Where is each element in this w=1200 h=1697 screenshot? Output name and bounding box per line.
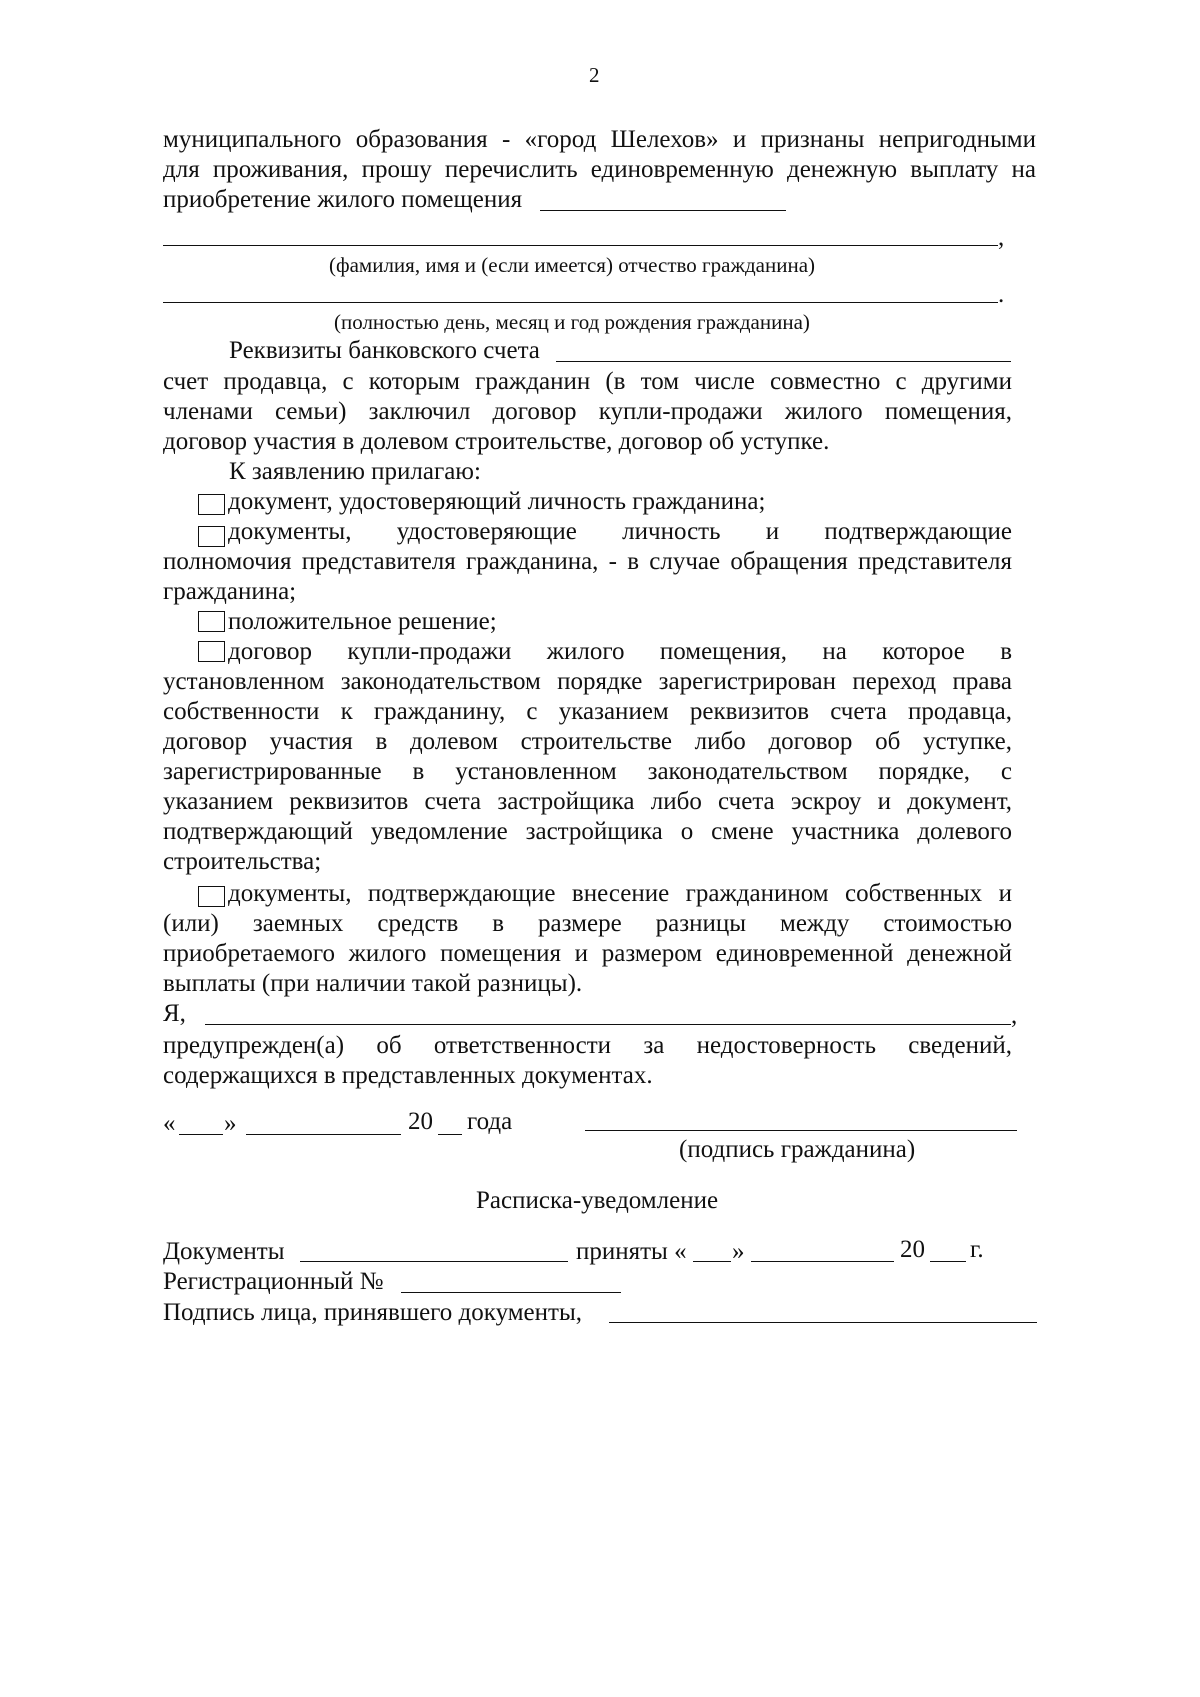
receipt-title: Расписка-уведомление <box>476 1187 719 1214</box>
recipient-blank-line[interactable] <box>540 210 786 211</box>
year-prefix: 20 <box>408 1108 433 1135</box>
page-number: 2 <box>589 63 600 87</box>
receipt-year-blank-line[interactable] <box>930 1261 966 1262</box>
attachments-heading: К заявлению прилагаю: <box>229 458 481 485</box>
receipt-quote-close: » <box>732 1238 745 1265</box>
full-name-blank-line[interactable] <box>163 245 998 246</box>
attachment-positive-decision: положительное решение; <box>228 608 497 635</box>
receipt-registration-label: Регистрационный № <box>163 1268 384 1295</box>
bank-line-1: счет продавца, с которым гражданин (в том числе совместно с другими <box>163 368 1012 395</box>
month-blank-line[interactable] <box>246 1134 401 1135</box>
attachment-contract-line-4: договор участия в долевом строительстве либо договор об уступке, <box>163 728 1012 755</box>
checkbox-positive-decision[interactable] <box>198 611 225 632</box>
intro-line-1: муниципального образования - «город Шелехов» и признаны непригодными <box>163 126 1036 153</box>
signature-caption: (подпись гражданина) <box>679 1136 916 1163</box>
attachment-funds-line-3: приобретаемого жилого помещения и размером единовременной денежной <box>163 940 1012 967</box>
intro-line-3: приобретение жилого помещения <box>163 186 523 213</box>
receipt-accepted-label: приняты « <box>576 1238 687 1265</box>
receipt-year-suffix: г. <box>970 1236 984 1263</box>
receipt-documents-blank-line[interactable] <box>300 1261 568 1262</box>
receipt-month-blank-line[interactable] <box>751 1261 894 1262</box>
attachment-contract-line-2: установленном законодательством порядке зарегистрирован переход права <box>163 668 1012 695</box>
attachment-funds-line-1: документы, подтверждающие внесение гражданином собственных и <box>228 880 1012 907</box>
day-blank-line[interactable] <box>179 1134 223 1135</box>
comma-mark: , <box>998 224 1005 251</box>
attachment-representative-line-2: полномочия представителя гражданина, - в случае обращения представителя <box>163 548 1012 575</box>
date-quote-close: » <box>224 1110 237 1137</box>
declaration-line-1: предупрежден(а) об ответственности за недостоверность сведений, <box>163 1032 1012 1059</box>
receipt-year-prefix: 20 <box>900 1236 925 1263</box>
declaration-comma: , <box>1011 1002 1018 1029</box>
checkbox-purchase-contract[interactable] <box>198 641 225 662</box>
name-caption: (фамилия, имя и (если имеется) отчество гражданина) <box>329 253 816 277</box>
attachment-funds-line-2: (или) заемных средств в размере разницы между стоимостью <box>163 910 1012 937</box>
checkbox-representative-documents[interactable] <box>198 526 225 547</box>
attachment-contract-line-6: указанием реквизитов счета застройщика либо счета эскроу и документ, <box>163 788 1012 815</box>
checkbox-own-funds-documents[interactable] <box>198 886 225 907</box>
declaration-prefix: Я, <box>163 1000 186 1027</box>
attachment-representative-line-1: документы, удостоверяющие личность и подтверждающие <box>228 518 1012 545</box>
attachment-identity-document: документ, удостоверяющий личность гражданина; <box>228 488 766 515</box>
year-blank-line[interactable] <box>438 1134 462 1135</box>
receipt-documents-label: Документы <box>163 1238 285 1265</box>
bank-account-label: Реквизиты банковского счета <box>229 337 540 364</box>
attachment-contract-line-5: зарегистрированные в установленном законодательством порядке, с <box>163 758 1012 785</box>
checkbox-identity-document[interactable] <box>198 494 225 515</box>
receipt-signer-blank-line[interactable] <box>609 1322 1037 1323</box>
attachment-contract-line-7: подтверждающий уведомление застройщика о смене участника долевого <box>163 818 1012 845</box>
bank-line-2: членами семьи) заключил договор купли-продажи жилого помещения, <box>163 398 1012 425</box>
year-suffix: года <box>467 1108 513 1135</box>
date-quote-open: « <box>163 1110 176 1137</box>
receipt-day-blank-line[interactable] <box>693 1261 731 1262</box>
intro-line-2: для проживания, прошу перечислить единовременную денежную выплату на <box>163 156 1036 183</box>
declarant-name-blank-line[interactable] <box>205 1024 1011 1025</box>
receipt-signer-label: Подпись лица, принявшего документы, <box>163 1299 583 1326</box>
attachment-representative-line-3: гражданина; <box>163 578 297 605</box>
attachment-contract-line-1: договор купли-продажи жилого помещения, на которое в <box>228 638 1012 665</box>
bank-account-blank-line[interactable] <box>556 361 1011 362</box>
citizen-signature-blank-line[interactable] <box>585 1130 1017 1131</box>
period-mark: . <box>998 281 1005 308</box>
attachment-funds-line-4: выплаты (при наличии такой разницы). <box>163 970 583 997</box>
birth-date-blank-line[interactable] <box>163 302 998 303</box>
attachment-contract-line-8: строительства; <box>163 848 322 875</box>
bank-line-3: договор участия в долевом строительстве, договор об уступке. <box>163 428 830 455</box>
receipt-registration-blank-line[interactable] <box>401 1292 621 1293</box>
birth-date-caption: (полностью день, месяц и год рождения гражданина) <box>334 310 810 334</box>
declaration-line-2: содержащихся в представленных документах. <box>163 1062 653 1089</box>
attachment-contract-line-3: собственности к гражданину, с указанием реквизитов счета продавца, <box>163 698 1012 725</box>
